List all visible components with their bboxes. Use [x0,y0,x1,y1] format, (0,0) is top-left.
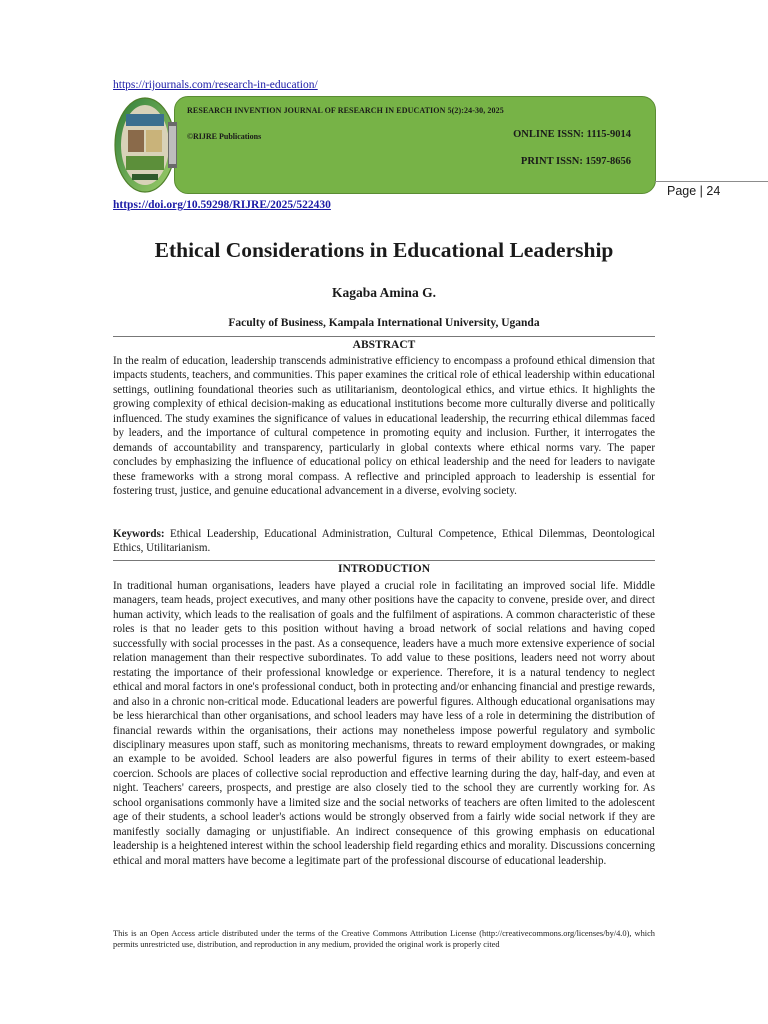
keywords [113,527,655,556]
keywords-text: Ethical Leadership, Educational Administration, Cultural Competence, Ethical Dilemmas, Deontological Ethics, Utilitarianism. [113,528,655,555]
abstract-top-divider [113,336,655,337]
abstract-text: In the realm of education, leadership transcends administrative efficiency to encompass a profound ethical dimension that impacts students, teachers, and communities. This paper examines the critical role of ethical leadership within educational settings, outlining foundational theories such as utilitarianism, deontological ethics, and virtue ethics. It highlights the growing complexity of ethical decision-making as educational institutions become more culturally diverse and politically influenced. The study examines the significance of values in educational leadership, the recurring ethical dilemmas faced by leaders, and the importance of cultural competence in promoting equity and inclusion. Further, it interrogates the demands of accountability and transparency, particularly in global contexts where ethical norms vary. The paper concludes by emphasizing the influence of educational policy on ethical leadership and the need for leaders to navigate these frameworks with a strong moral compass. A reflective and principled approach to leadership is essential for fostering trust, justice, and genuine educational advancement in a diverse, evolving society. [113,355,655,498]
print-issn: PRINT ISSN: 1597-8656 [520,156,631,167]
introduction-text: In traditional human organisations, leaders have played a crucial role in facilitating an improved social life. Middle managers, team heads, project executives, and many other positions have the capacity to convene, preside over, and direct human activity, which leads to the realisation of goals and the fulfilment of aspirations. A common characteristic of these roles is that no leader gets to this position without having a broad network of social relations and having coped successfully with social processes in the past. As a consequence, leaders have a much more extensive experience of social relation management than their respective subordinates. To add value to these positions, leaders need not worry about restating the importance of their professional knowledge or experience. Therefore, it is a natural tendency to neglect ethical and moral factors in one's professional conduct, both in protecting and/or enhancing financial and prestige rewards, and also in a chronic non-critical mode. Educational leaders are powerful figures. Although educational organisations may be less hierarchical than other organisations, and school leaders may have less of a role in determining the distribution of financial rewards within the organisations, their actions may nonetheless impose powerful regulatory and symbolic disciplinary measures upon staff, such as monitoring mechanisms, threats to reward employment downgrades, or making an example to be avoided. School leaders are also powerful figures in terms of their ability to exert esteem-based coercion. Schools are places of collective social reproduction and effective learning during the day, half-day, and even at night. Teachers' careers, prospects, and prestige are also closely tied to the school they are currently working for. As school organisations commonly have a limited size and the social networks of teachers are often limited to the adolescent age of their students, a school leader's actions would be strongly observed from a fairly wide social network if they are manifestly socially damaging or unjustifiable. An indirect consequence of this growing emphasis on educational leadership is a heightened interest within the school leadership field regarding ethics and morality. Discussions concerning ethical and moral matters have become a legitimate part of the professional discourse of educational leadership. [113,580,655,867]
journal-cover-logo-icon [112,96,178,194]
author-affiliation: Faculty of Business, Kampala International University, Uganda [228,317,540,329]
keywords-label: Keywords: [113,528,165,540]
abstract-heading: ABSTRACT [352,339,416,351]
journal-url-link[interactable]: https://rijournals.com/research-in-education/ [113,79,318,91]
introduction-top-divider [113,560,655,561]
doi-link[interactable]: https://doi.org/10.59298/RIJRE/2025/522430 [113,199,331,211]
journal-banner [112,96,655,194]
page-number-rule [655,181,768,182]
journal-title: RESEARCH INVENTION JOURNAL OF RESEARCH IN EDUCATION 5(2):24-30, 2025 [187,106,504,115]
page-number: Page | 24 [667,184,721,198]
author-name: Kagaba Amina G. [332,285,436,300]
online-issn: ONLINE ISSN: 1115-9014 [513,129,631,140]
paper-title: Ethical Considerations in Educational Leadership [154,238,614,262]
license-notice: This is an Open Access article distributed under the terms of the Creative Commons Attribution License (http://creativecommons.org/licenses/by/4.0), which permits unrestricted use, distribution, and reproduction in any medium, provided the original work is properly cited [113,929,655,949]
publisher-label: ©RIJRE Publications [187,132,262,141]
introduction-heading: INTRODUCTION [337,563,430,575]
